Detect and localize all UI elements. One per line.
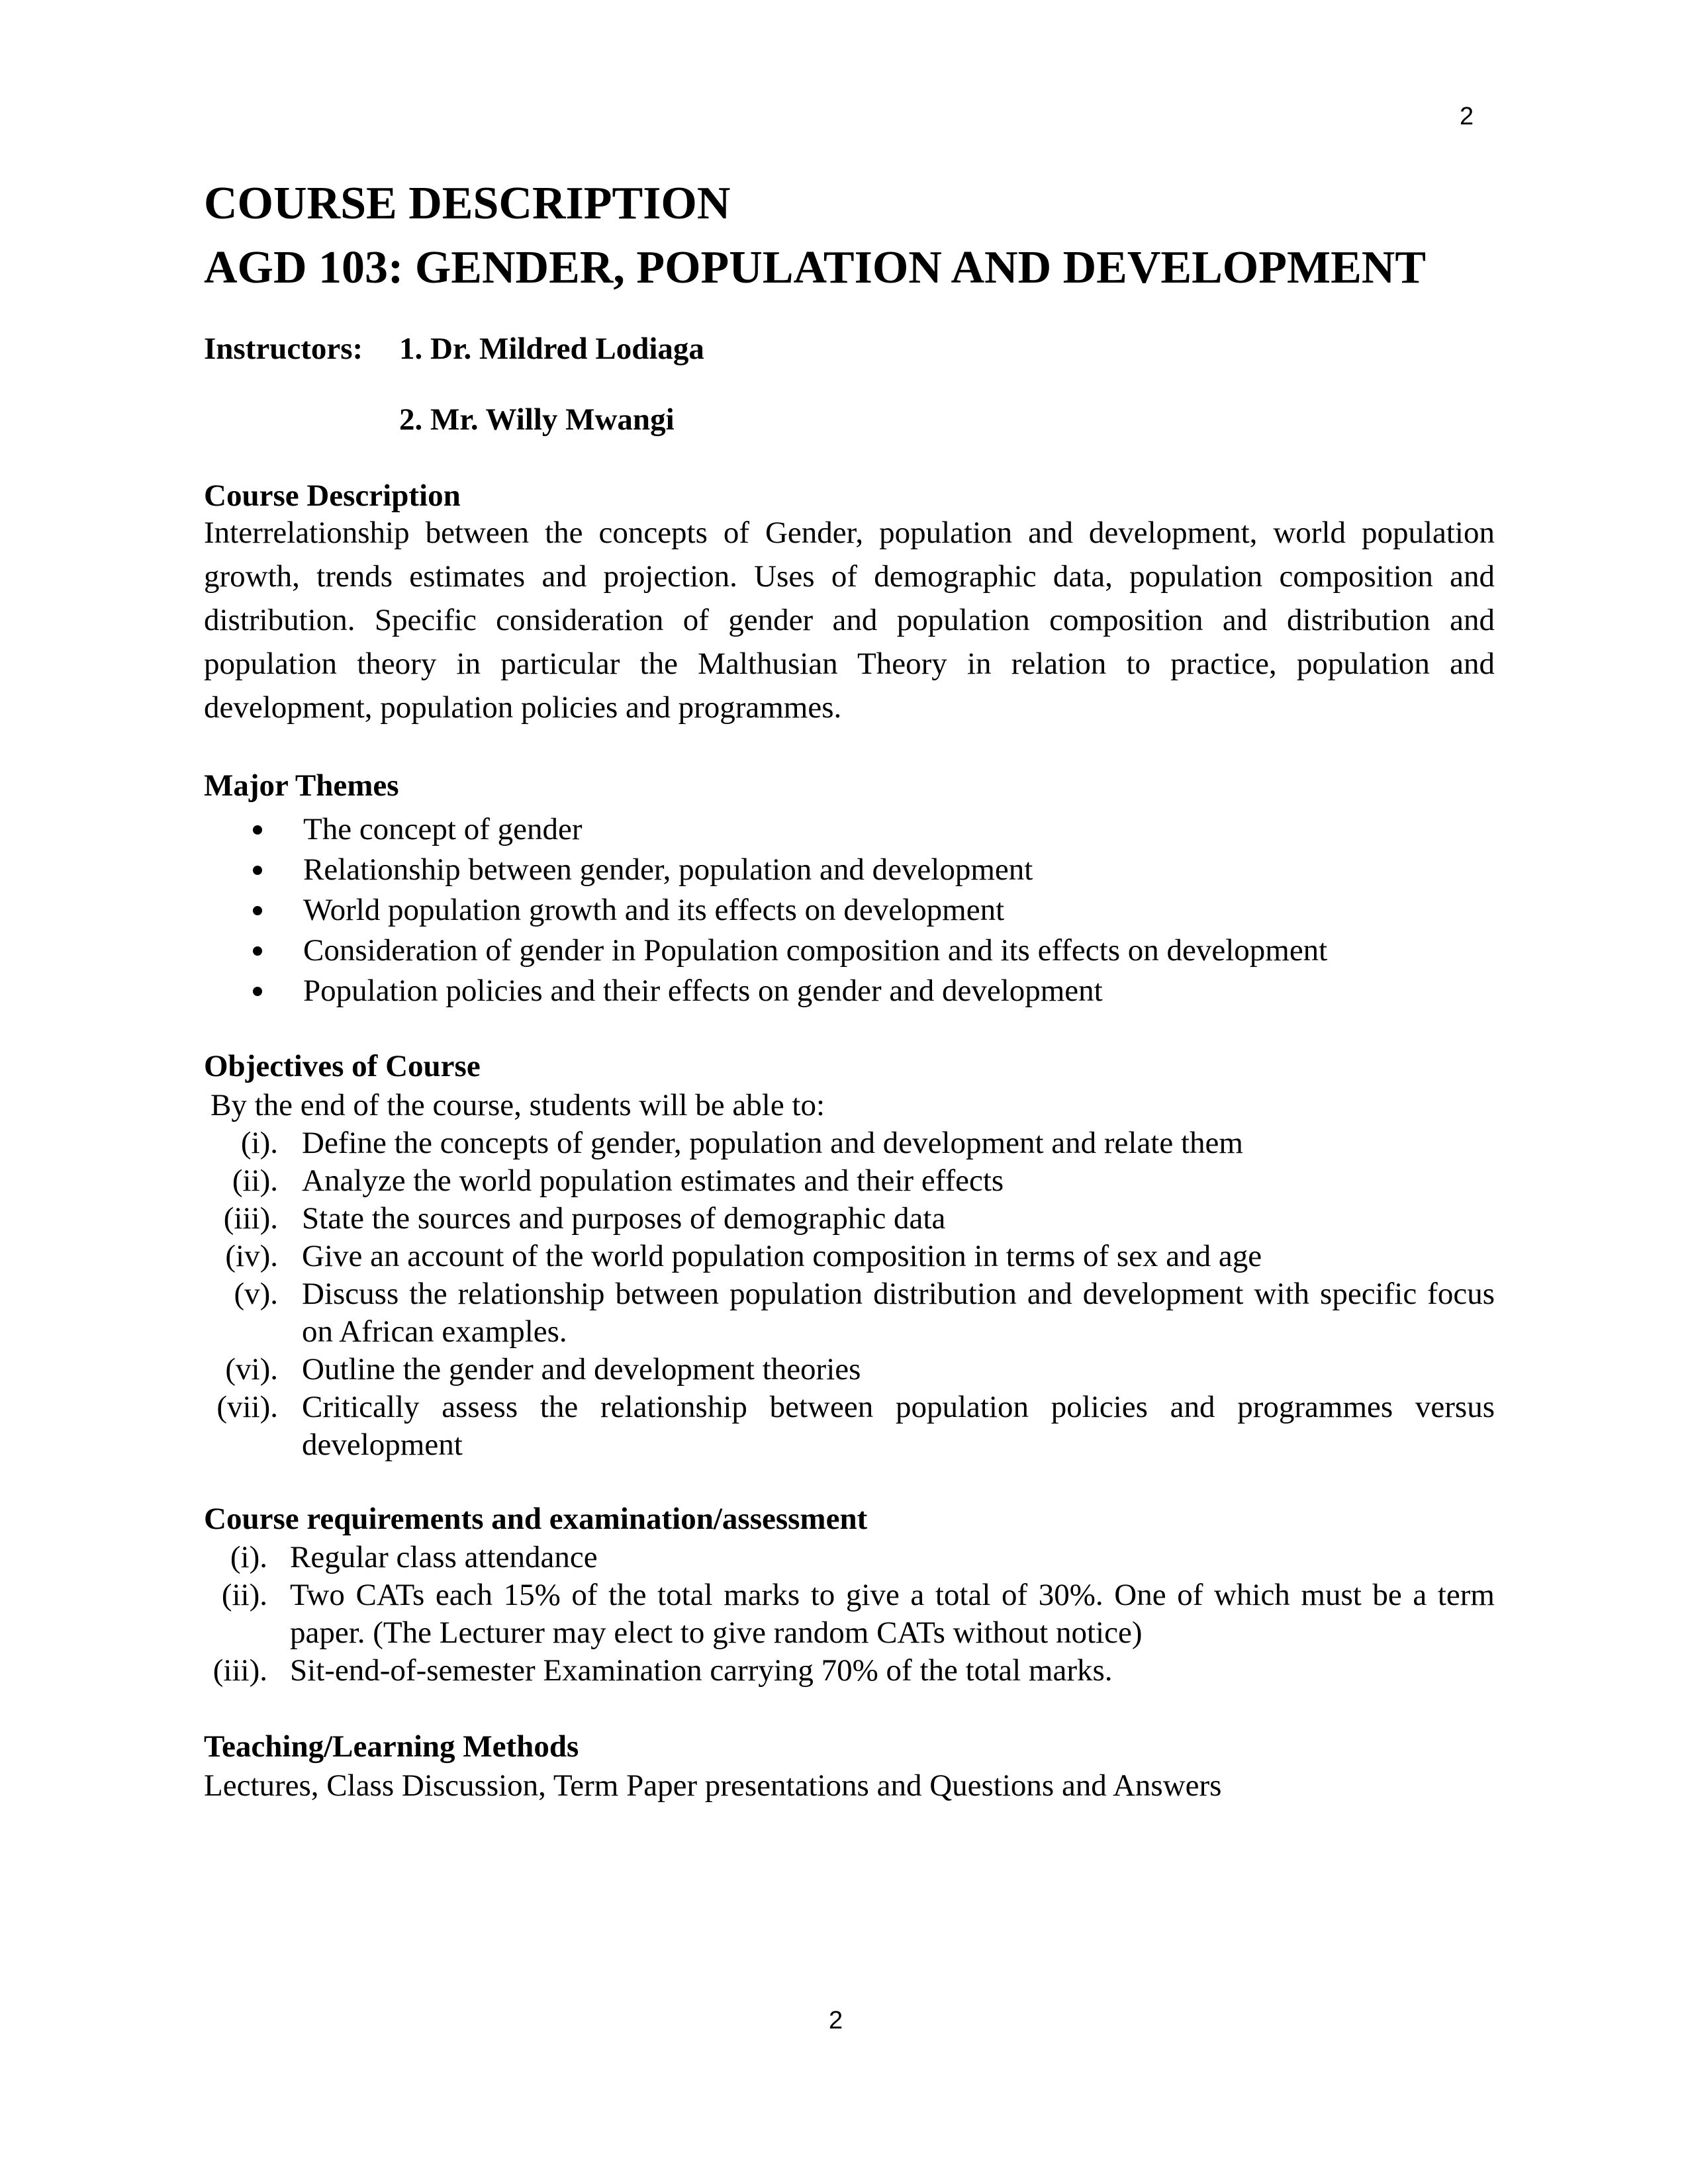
list-item [204,1652,1495,1690]
objectives-list [204,1124,1495,1464]
course-description-text: Interrelationship between the concepts of Gender, population and development, world population growth, trends estimates and projection. Uses of demographic data, population composition and distribution. Specific consideration of gender and population composition and distribution and population theory in particular the Malthusian Theory in relation to practice, population and development, population policies and programmes. [204,516,1495,725]
list-item-number: (iii). [223,1201,278,1236]
page-number-top: 2 [1460,103,1474,130]
list-item-number: (iii). [212,1653,267,1688]
objectives-intro: By the end of the course, students will be able to: [211,1088,825,1122]
list-item [204,1200,1495,1238]
requirements-list [204,1539,1495,1690]
list-item [204,1238,1495,1275]
page-number-bottom: 2 [829,2007,843,2034]
list-item-text: Population policies and their effects on gender and development [303,974,1103,1008]
list-item [204,1351,1495,1388]
list-item-text: Relationship between gender, population and development [303,852,1033,887]
list-item-text: The concept of gender [303,812,583,846]
requirements-heading: Course requirements and examination/assessment [204,1502,868,1536]
list-item-text: Define the concepts of gender, population and development and relate them [302,1126,1243,1160]
bullet-icon [253,906,262,915]
list-item [204,931,1327,971]
list-item [204,971,1327,1011]
course-title: AGD 103: GENDER, POPULATION AND DEVELOPMENT [204,242,1427,293]
instructors-label: Instructors: [204,332,363,366]
bullet-icon [253,825,262,835]
methods-text: Lectures, Class Discussion, Term Paper presentations and Questions and Answers [204,1768,1222,1803]
major-themes-list [204,809,1327,1011]
bullet-icon [253,946,262,956]
list-item [204,850,1327,890]
list-item-number: (vii). [216,1390,278,1424]
document-title: COURSE DESCRIPTION [204,178,731,229]
list-item-text: Outline the gender and development theories [302,1352,861,1387]
list-item-number: (i). [230,1540,267,1574]
list-item-number: (vi). [225,1352,278,1387]
list-item [204,1162,1495,1200]
list-item [204,1388,1495,1464]
list-item-text: Two CATs each 15% of the total marks to give a total of 30%. One of which must be a term paper. (The Lecturer may elect to give random CATs without notice) [290,1578,1495,1650]
list-item [204,809,1327,850]
instructor-name: 2. Mr. Willy Mwangi [399,402,675,437]
list-item-text: Analyze the world population estimates and their effects [302,1163,1004,1198]
list-item-text: Discuss the relationship between population distribution and development with specific focus on African examples. [302,1277,1495,1349]
list-item-text: Give an account of the world population composition in terms of sex and age [302,1239,1262,1273]
list-item [204,1539,1495,1576]
objectives-heading: Objectives of Course [204,1049,481,1083]
major-themes-heading: Major Themes [204,768,399,803]
list-item-text: Critically assess the relationship between population policies and programmes versus development [302,1390,1495,1462]
list-item-text: World population growth and its effects on development [303,893,1005,927]
list-item-text: State the sources and purposes of demographic data [302,1201,946,1236]
list-item-text: Consideration of gender in Population composition and its effects on development [303,933,1328,968]
list-item-number: (ii). [221,1578,267,1612]
list-item [204,1275,1495,1351]
list-item-text: Regular class attendance [290,1540,598,1574]
list-item [204,1124,1495,1162]
list-item-number: (i). [240,1126,278,1160]
course-description-heading: Course Description [204,478,461,513]
list-item-text: Sit-end-of-semester Examination carrying 70% of the total marks. [290,1653,1113,1688]
list-item-number: (v). [234,1277,278,1311]
methods-heading: Teaching/Learning Methods [204,1729,579,1764]
bullet-icon [253,866,262,875]
list-item [204,890,1327,931]
list-item-number: (iv). [225,1239,278,1273]
list-item [204,1576,1495,1652]
bullet-icon [253,987,262,996]
list-item-number: (ii). [232,1163,278,1198]
instructor-name: 1. Dr. Mildred Lodiaga [399,332,704,366]
